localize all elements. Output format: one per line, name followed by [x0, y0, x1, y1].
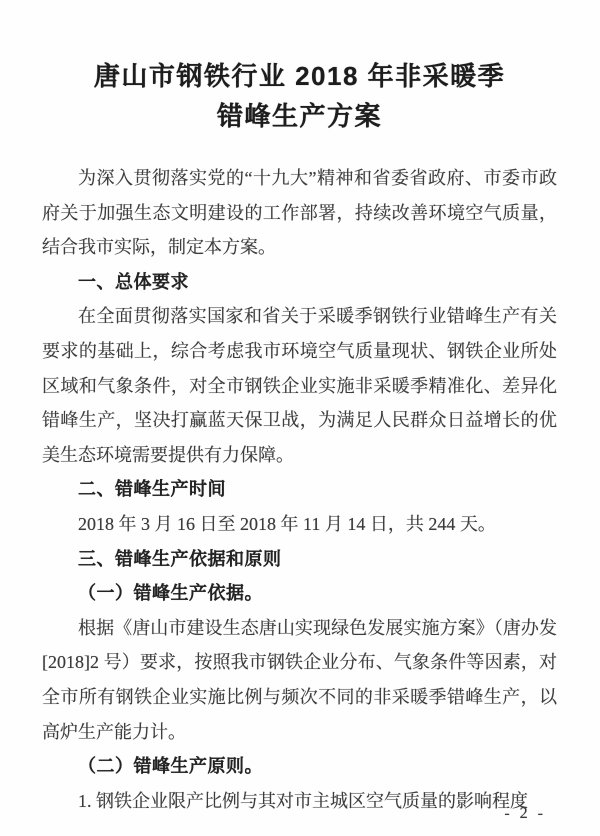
document-title: [42, 56, 557, 136]
section-heading: 一、总体要求: [78, 271, 189, 292]
subsection-heading: （一）错峰生产依据。: [78, 583, 263, 604]
paragraph: 1. 钢铁企业限产比例与其对市主城区空气质量的影响程度: [78, 790, 528, 811]
paragraph: 2018 年 3 月 16 日至 2018 年 11 月 14 日，共 244 天。: [78, 513, 496, 534]
paragraph: 在全面贯彻落实国家和省关于采暖季钢铁行业错峰生产有关要求的基础上，综合考虑我市环境空气质量现状、钢铁企业所处区域和气象条件，对全市钢铁企业实施非采暖季精准化、差异化错峰生产，坚决打赢蓝天保卫战，为满足人民群众日益增长的优美生态环境需要提供有力保障。: [42, 306, 557, 465]
document-title-line1: 唐山市钢铁行业 2018 年非采暖季: [93, 61, 506, 91]
document-title-line2: 错峰生产方案: [216, 101, 382, 131]
section-heading: 三、错峰生产依据和原则: [78, 548, 282, 569]
subsection-heading: （二）错峰生产原则。: [78, 756, 263, 777]
section-heading: 二、错峰生产时间: [78, 479, 226, 500]
document-body: [42, 161, 557, 818]
paragraph: 为深入贯彻落实党的“十九大”精神和省委省政府、市委市政府关于加强生态文明建设的工作部署，持续改善环境空气质量，结合我市实际，制定本方案。: [42, 168, 557, 258]
page-number: - 2 -: [504, 805, 546, 822]
paragraph: 根据《唐山市建设生态唐山实现绿色发展实施方案》（唐办发[2018]2 号）要求，按照我市钢铁企业分布、气象条件等因素，对全市所有钢铁企业实施比例与频次不同的非采暖季错峰生产，以高炉生产能力计。: [42, 617, 557, 742]
